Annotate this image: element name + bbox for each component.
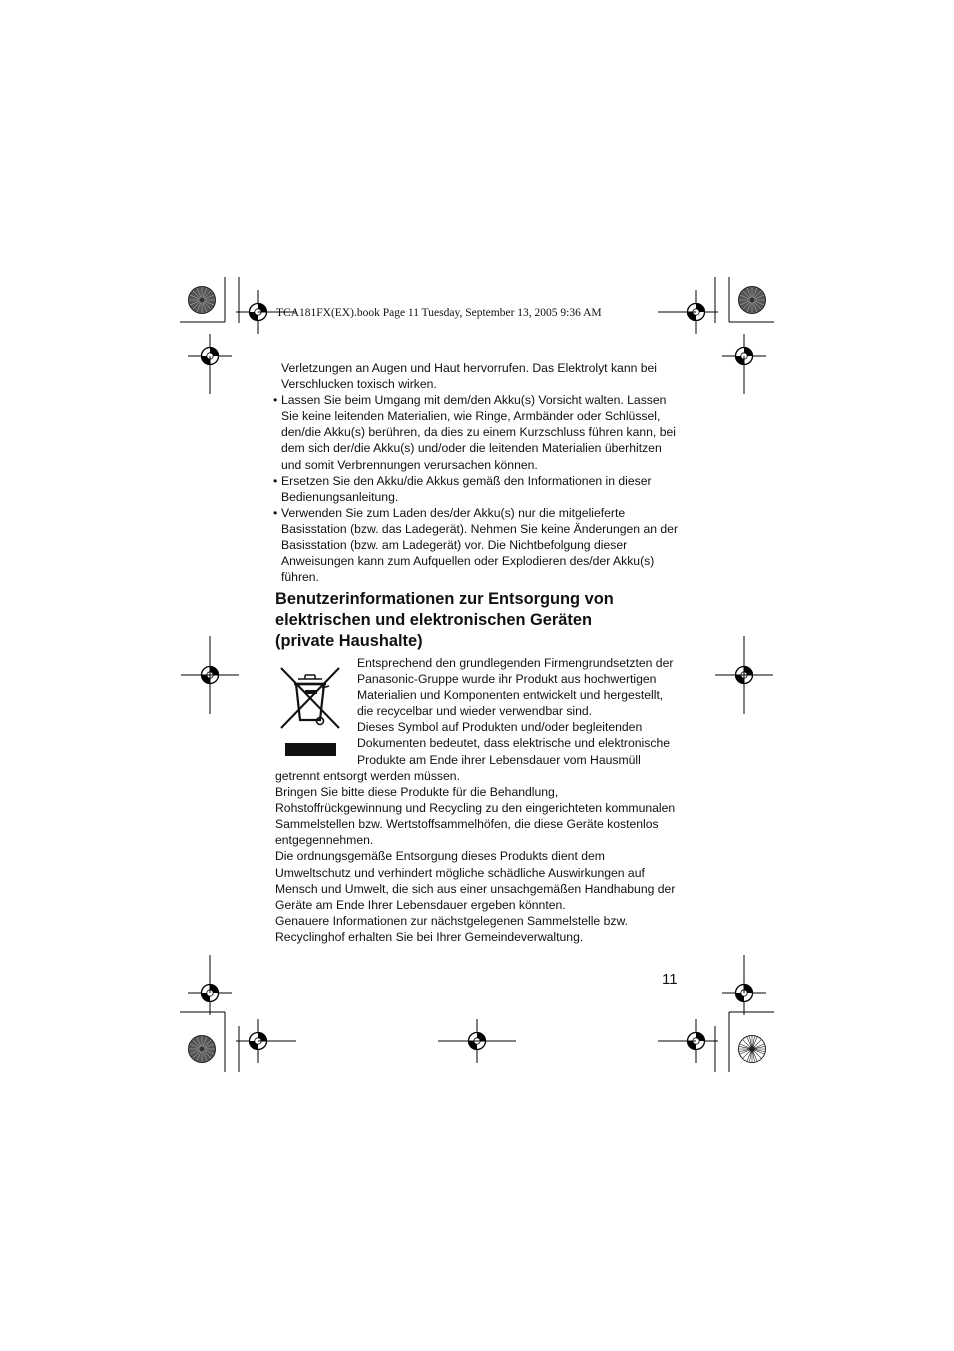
intro-paragraph [273, 360, 693, 392]
text-line: Materialien und Komponenten entwickelt und hergestellt, [357, 688, 664, 703]
text-line: Bedienungsanleitung. [281, 489, 399, 504]
heading-line: Benutzerinformationen zur Entsorgung von [275, 590, 614, 608]
crossed-out-wheelie-bin-icon [279, 666, 343, 760]
section-heading [275, 589, 614, 652]
text-line: Basisstation (bzw. das Ladegerät). Nehmen Sie keine Änderungen an der [281, 521, 679, 536]
text-line: Dokumenten bedeutet, dass elektrische und elektronische [357, 736, 671, 751]
text-line: den/die Akku(s) berühren, da dies zu einem Kurzschluss führen kann, bei [281, 425, 676, 440]
print-slug: TCA181FX(EX).book Page 11 Tuesday, September 13, 2005 9:36 AM [276, 307, 602, 319]
bullet-icon: • [273, 473, 278, 488]
color-target-icon [739, 1036, 766, 1063]
text-line: Die ordnungsgemäße Entsorgung dieses Produkts dient dem [275, 849, 605, 864]
text-line: Anweisungen kann zum Aufquellen oder Explodieren des/der Akku(s) [281, 554, 655, 569]
text-line: Produkte am Ende ihrer Lebensdauer vom Hausmüll [357, 752, 641, 767]
battery-safety-list [273, 360, 693, 585]
text-line: Verwenden Sie zum Laden des/der Akku(s) nur die mitgelieferte [281, 505, 626, 520]
text-line: Bringen Sie bitte diese Produkte für die Behandlung, [275, 785, 559, 800]
recycling-intro [357, 655, 673, 768]
bullet-icon: • [273, 393, 278, 408]
text-line: Geräte am Ende Ihrer Lebensdauer ergeben könnten. [275, 897, 566, 912]
text-line: Basisstation (bzw. am Ladegerät) vor. Die Nichtbefolgung dieser [281, 538, 628, 553]
list-item [273, 392, 693, 472]
text-line: Rohstoffrückgewinnung und Recycling zu den eingerichteten kommunalen [275, 801, 676, 816]
text-line: dem sich der/die Akku(s) und/oder die leitenden Materialien überhitzen [281, 441, 662, 456]
color-target-icon [189, 1036, 216, 1063]
heading-line: (private Haushalte) [275, 632, 423, 650]
text-line: Sammelstellen bzw. Wertstoffsammelhöfen, die diese Geräte kostenlos [275, 817, 659, 832]
list-item [273, 473, 693, 505]
text-line: Lassen Sie beim Umgang mit dem/den Akku(s) Vorsicht walten. Lassen [281, 393, 667, 408]
text-line: die recycelbar und wieder verwendbar sind. [357, 704, 593, 719]
text-line: und somit Verbrennungen verursachen können. [281, 457, 538, 472]
text-line: führen. [281, 570, 319, 585]
text-line: Mensch und Umwelt, die sich aus einer unsachgemäßen Handhabung der [275, 881, 676, 896]
text-line: Verletzungen an Augen und Haut hervorrufen. Das Elektrolyt kann bei [281, 361, 658, 375]
text-line: Panasonic-Gruppe wurde ihr Produkt aus hochwertigen [357, 672, 657, 687]
heading-line: elektrischen und elektronischen Geräten [275, 611, 592, 629]
text-line: entgegennehmen. [275, 833, 374, 848]
text-line: Sie keine leitenden Materialien, wie Ringe, Armbänder oder Schlüssel, [281, 409, 661, 424]
text-line: Genauere Informationen zur nächstgelegenen Sammelstelle bzw. [275, 913, 628, 928]
bullet-icon: • [273, 505, 278, 520]
text-line: getrennt entsorgt werden müssen. [275, 769, 460, 783]
color-target-icon [739, 287, 766, 314]
text-line: Ersetzen Sie den Akku/die Akkus gemäß den Informationen in dieser [281, 473, 652, 488]
text-line: Verschlucken toxisch wirken. [281, 377, 437, 392]
page-number: 11 [662, 971, 678, 988]
disposal-body [275, 768, 675, 945]
text-line: Dieses Symbol auf Produkten und/oder begleitenden [357, 720, 643, 735]
color-target-icon [189, 287, 216, 314]
text-line: Recyclinghof erhalten Sie bei Ihrer Gemeindeverwaltung. [275, 929, 584, 944]
text-line: Entsprechend den grundlegenden Firmengrundsetzten der [357, 656, 674, 670]
list-item [273, 505, 693, 585]
text-line: Umweltschutz und verhindert mögliche schädliche Auswirkungen auf [275, 865, 645, 880]
